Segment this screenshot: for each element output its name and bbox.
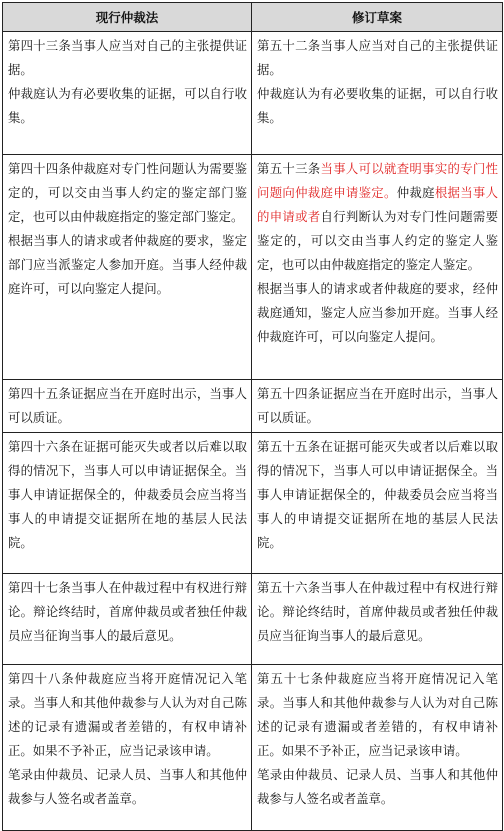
article-paragraph: 仲裁庭认为有必要收集的证据，可以自行收集。 [257, 86, 498, 125]
revised-draft-cell [252, 380, 503, 433]
revised-draft-cell [252, 433, 503, 574]
revised-draft-cell [252, 665, 503, 831]
article-paragraph: 第四十七条当事人在仲裁过程中有权进行辩论。辩论终结时，首席仲裁员或者独任仲裁员应当征询当事人的最后意见。 [8, 580, 247, 643]
comparison-table [2, 2, 503, 831]
table-row [3, 155, 503, 380]
table-row [3, 32, 503, 155]
article-paragraph: 第四十六条在证据可能灭失或者以后难以取得的情况下，当事人可以申请证据保全。当事人申请证据保全的，仲裁委员会应当将当事人的申请提交证据所在地的基层人民法院。 [8, 439, 247, 550]
article-paragraph: 第五十五条在证据可能灭失或者以后难以取得的情况下，当事人可以申请证据保全。当事人申请证据保全的，仲裁委员会应当将当事人的申请提交证据所在地的基层人民法院。 [257, 439, 498, 550]
revised-draft-cell [252, 574, 503, 665]
article-text: 自行判断认为对专门性问题需要鉴定的，可以交由当事人约定的鉴定人鉴定，也可以由仲裁庭指定的鉴定人鉴定。 [257, 209, 499, 272]
header-revised-draft: 修订草案 [252, 3, 503, 32]
article-paragraph: 第五十七条仲裁庭应当将开庭情况记入笔录。当事人和其他仲裁参与人认为对自己陈述的记录有遗漏或者差错的，有权申请补正。如果不予补正，应当记录该申请。 [257, 671, 498, 758]
article-text: 第五十三条 [257, 161, 321, 176]
table-row [3, 574, 503, 665]
table-row [3, 380, 503, 433]
revised-draft-cell [252, 155, 503, 380]
current-law-cell [3, 574, 252, 665]
article-paragraph: 仲裁庭认为有必要收集的证据，可以自行收集。 [8, 86, 247, 125]
current-law-cell [3, 155, 252, 380]
current-law-cell [3, 380, 252, 433]
article-paragraph: 笔录由仲裁员、记录人员、当事人和其他仲裁参与人签名或者盖章。 [257, 767, 498, 806]
article-paragraph: 第五十四条证据应当在开庭时出示，当事人可以质证。 [257, 386, 498, 425]
revision-highlight: 根据当事人的申请或者 [257, 185, 499, 224]
revised-draft-cell [252, 32, 503, 155]
article-paragraph: 第四十三条当事人应当对自己的主张提供证据。 [8, 38, 247, 77]
current-law-cell [3, 32, 252, 155]
current-law-cell [3, 665, 252, 831]
current-law-cell [3, 433, 252, 574]
header-row [3, 3, 503, 32]
article-paragraph: 根据当事人的请求或者仲裁庭的要求，经仲裁庭通知，鉴定人应当参加开庭。当事人经仲裁庭许可，可以向鉴定人提问。 [257, 281, 498, 344]
article-paragraph [257, 157, 498, 277]
article-paragraph: 第五十二条当事人应当对自己的主张提供证据。 [257, 38, 498, 77]
article-paragraph: 根据当事人的请求或者仲裁庭的要求，鉴定部门应当派鉴定人参加开庭。当事人经仲裁庭许可，可以向鉴定人提问。 [8, 233, 247, 296]
article-paragraph: 第四十八条仲裁庭应当将开庭情况记入笔录。当事人和其他仲裁参与人认为对自己陈述的记录有遗漏或者差错的，有权申请补正。如果不予补正，应当记录该申请。 [8, 671, 247, 758]
article-paragraph: 笔录由仲裁员、记录人员、当事人和其他仲裁参与人签名或者盖章。 [8, 767, 247, 806]
article-paragraph: 第四十五条证据应当在开庭时出示，当事人可以质证。 [8, 386, 247, 425]
article-paragraph: 第五十六条当事人在仲裁过程中有权进行辩论。辩论终结时，首席仲裁员或者独任仲裁员应当征询当事人的最后意见。 [257, 580, 498, 643]
table-row [3, 433, 503, 574]
article-text: 仲裁庭 [396, 185, 435, 200]
article-paragraph: 第四十四条仲裁庭对专门性问题认为需要鉴定的，可以交由当事人约定的鉴定部门鉴定，也可以由仲裁庭指定的鉴定部门鉴定。 [8, 161, 247, 224]
table-row [3, 665, 503, 831]
header-current-law: 现行仲裁法 [3, 3, 252, 32]
revision-highlight: 当事人可以就查明事实的专门性问题向仲裁庭申请鉴定。 [257, 161, 499, 200]
